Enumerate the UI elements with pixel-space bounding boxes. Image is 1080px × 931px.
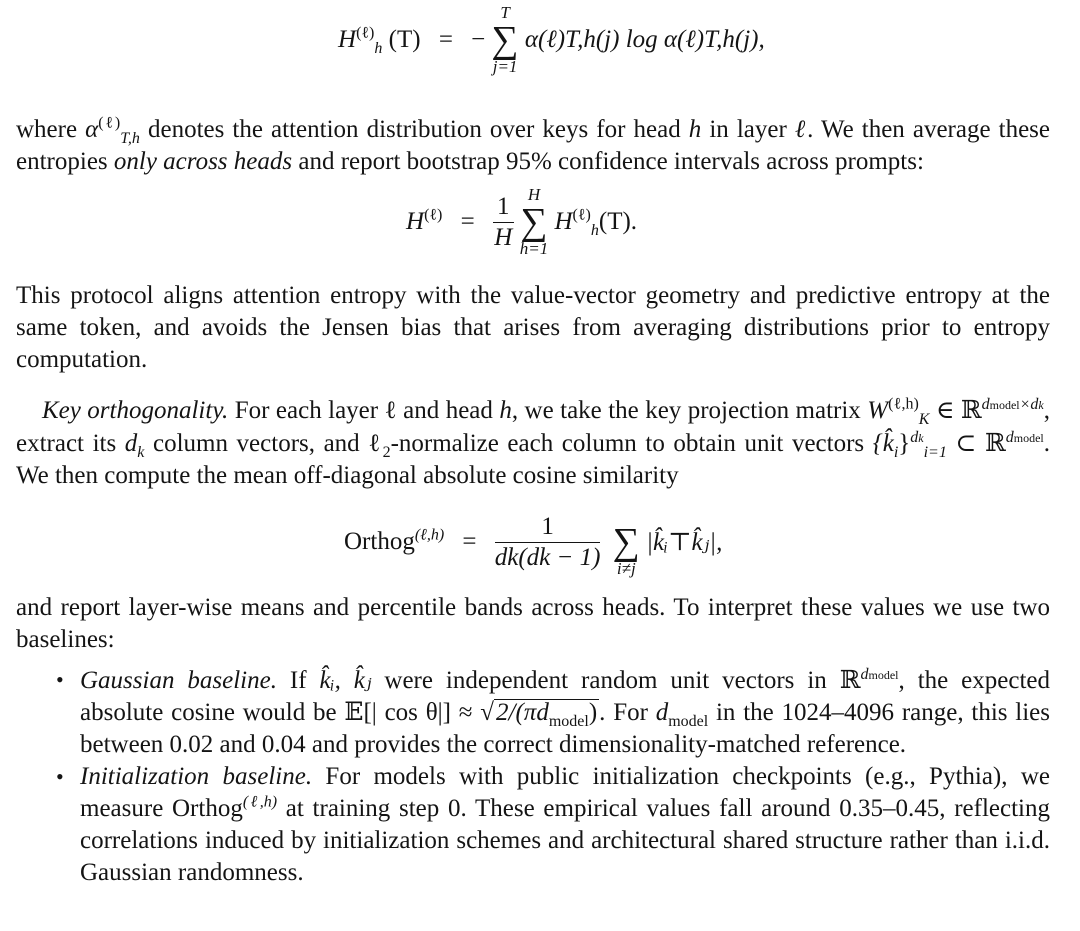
eq2-frac-num: 1 (493, 192, 514, 223)
bullet1-sqrt-close: ) (588, 699, 598, 726)
eq3-fraction (495, 512, 601, 573)
para1-alpha-sub: T,h (120, 130, 140, 147)
eq3-lhs: Orthog (344, 528, 415, 555)
bullet1-dm-sub: model (668, 713, 709, 730)
eq1-lhs: H (338, 26, 357, 53)
bullet-initialization-baseline (16, 761, 1050, 889)
para1-emphasis: only across heads (113, 148, 293, 175)
bullet1-text-d: . For (599, 699, 656, 726)
eq2-rhs: H (554, 208, 573, 235)
bullet2-text-b: at training step 0. These empirical values fall around 0.35–0.45, reflecting correlations induced by initialization schemes and architectural shared structure rather than i.i.d. Gaussian randomness. (80, 795, 1050, 886)
para1-text-a: where (16, 116, 86, 143)
para1-text-c: in layer (701, 116, 795, 143)
para3-set: {k̂ (872, 430, 894, 457)
para3-text-a: For each layer ℓ and head (228, 397, 500, 424)
bullet1-expectation: 𝔼[| cos θ|] ≈ (344, 699, 481, 726)
para3-l2-sub: 2 (382, 444, 391, 461)
eq1-body: α(ℓ)T,h(j) log α(ℓ)T,h(j), (524, 26, 765, 53)
paragraph-key-orthogonality (16, 394, 1050, 492)
eq2-sum-upper: H (527, 185, 541, 204)
eq2-rhs-sub: h (590, 222, 599, 239)
bullet1-sqrt-sub: model (548, 713, 589, 730)
bullet1-dm: d (655, 699, 669, 726)
bullet1-sqrt: 2/(πd (496, 699, 549, 726)
eq2-rhs-arg: (T). (598, 208, 638, 235)
bullet2-orthog: Orthog (172, 795, 243, 822)
bullet1-text-c: , the expected absolute cosine would be (80, 667, 1051, 726)
eq3-frac-num: 1 (495, 512, 601, 543)
bullet-dot: • (56, 667, 64, 692)
eq1-equals: = (438, 26, 453, 53)
para3-R2-sup-sub: model (1013, 430, 1044, 445)
bullet1-R: ℝ (839, 665, 861, 694)
bullet2-title: Initialization baseline. (80, 763, 313, 790)
para1-l: ℓ (794, 116, 808, 143)
eq1-lhs-sub: h (374, 40, 383, 57)
para1-text-d: . We then average these entropies (16, 116, 1050, 175)
eq2-equals: = (460, 208, 475, 235)
para3-R-k: k (1038, 397, 1044, 412)
para3-set-i: i (893, 444, 899, 461)
sum-symbol: ∑ (491, 19, 519, 61)
para3-text-b: , we take the key projection matrix (511, 397, 868, 424)
para3-text-c: ∈ (929, 397, 961, 424)
bullet1-R-sup-sub: model (868, 667, 899, 682)
sum-symbol: ∑ (520, 201, 548, 243)
paragraph-protocol: This protocol aligns attention entropy with the value-vector geometry and predictive entropy at the same token, and avoids the Jensen bias that arises from averaging distributions prior to entropy computation. (16, 282, 1050, 373)
para3-set-sub: i=1 (923, 444, 947, 461)
para3-text-g: . We then compute the mean off-diagonal absolute cosine similarity (16, 430, 1050, 489)
eq3-equals: = (462, 528, 477, 555)
eq3-sum (613, 506, 640, 578)
para3-R-sup-sub: model (989, 397, 1020, 412)
bullet1-title: Gaussian baseline. (80, 667, 277, 694)
para3-subset: ⊂ (946, 430, 985, 457)
bullet2-orthog-sup: (ℓ,h) (242, 793, 278, 811)
eq2-frac-den: H (494, 223, 513, 251)
para3-R2: ℝ (984, 428, 1006, 457)
bullet1-ki: k̂ᵢ, k̂ⱼ (319, 667, 372, 694)
eq2-sum (520, 186, 548, 258)
eq1-sum-upper: T (500, 3, 510, 22)
bullet-dot: • (56, 764, 64, 789)
bullet2-text-a: For models with public initialization checkpoints (e.g., Pythia), we measure (80, 763, 1050, 822)
eq2-sum-lower: h=1 (519, 239, 549, 258)
para1-text-e: and report bootstrap 95% confidence intervals across prompts: (292, 148, 924, 175)
eq1-lhs-sup: (ℓ) (356, 24, 375, 42)
bullet1-text-a: If (276, 667, 320, 694)
paragraph-baselines: and report layer-wise means and percentile bands across heads. To interpret these values we use two baselines: (16, 594, 1050, 653)
para3-R-sup: d (981, 395, 990, 413)
equation-entropy-head (16, 0, 1050, 98)
para3-text-d: , extract its (16, 397, 1050, 457)
para3-W: W (867, 397, 889, 424)
eq2-lhs-sup: (ℓ) (424, 206, 443, 224)
eq1-sum-lower: j=1 (492, 57, 518, 76)
equation-layer-entropy (16, 178, 1050, 276)
bullet1-text-b: were independent random unit vectors in (371, 667, 840, 694)
eq2-rhs-sup: (ℓ) (572, 206, 591, 224)
bullet-gaussian-baseline (16, 664, 1050, 761)
eq1-sum (492, 4, 519, 76)
eq3-body: |k̂ᵢ⊤k̂ⱼ|, (646, 529, 723, 556)
para3-text-e: column vectors, and ℓ (144, 430, 383, 457)
sum-symbol: ∑ (612, 521, 640, 563)
para1-text-b: denotes the attention distribution over keys for head (139, 116, 689, 143)
bullet1-text-e: in the 1024–4096 range, this lies between 0.02 and 0.04 and provides the correct dimensionality-matched reference. (80, 699, 1050, 758)
para3-dk-sub: k (137, 444, 145, 461)
para3-title: Key orthogonality. (42, 397, 229, 424)
eq2-lhs: H (406, 208, 425, 235)
para3-set-sup-sub: k (918, 430, 924, 445)
equation-orthogonality (16, 492, 1050, 588)
sqrt-symbol: √ (480, 699, 495, 726)
baselines-list (16, 664, 1050, 889)
bullet1-R-sup: d (860, 665, 869, 683)
eq1-minus: − (471, 26, 486, 53)
para1-alpha-sup: (ℓ) (98, 114, 121, 132)
para3-text-f: -normalize each column to obtain unit vectors (390, 430, 873, 457)
eq3-lhs-sup: (ℓ,h) (414, 526, 445, 544)
paper-page (16, 0, 1050, 889)
para3-R: ℝ (960, 395, 982, 424)
para3-W-sup: (ℓ,h) (888, 395, 919, 413)
eq3-frac-den: dk(dk − 1) (494, 543, 601, 571)
para3-set-close: } (898, 430, 911, 457)
para3-dk: d (124, 430, 138, 457)
para3-h: h (499, 397, 512, 424)
para3-W-sub: K (918, 411, 930, 428)
paragraph-attention-distribution (16, 114, 1050, 178)
eq2-fraction (493, 192, 514, 253)
para3-R2-sup: d (1005, 428, 1014, 446)
eq1-lhs-arg: (T) (388, 26, 421, 53)
para3-set-sup: d (910, 428, 919, 446)
eq3-sum-lower: i≠j (616, 559, 636, 578)
para3-R-times: ×d (1019, 395, 1039, 413)
para1-h: h (688, 116, 702, 143)
para1-alpha: α (85, 116, 99, 143)
